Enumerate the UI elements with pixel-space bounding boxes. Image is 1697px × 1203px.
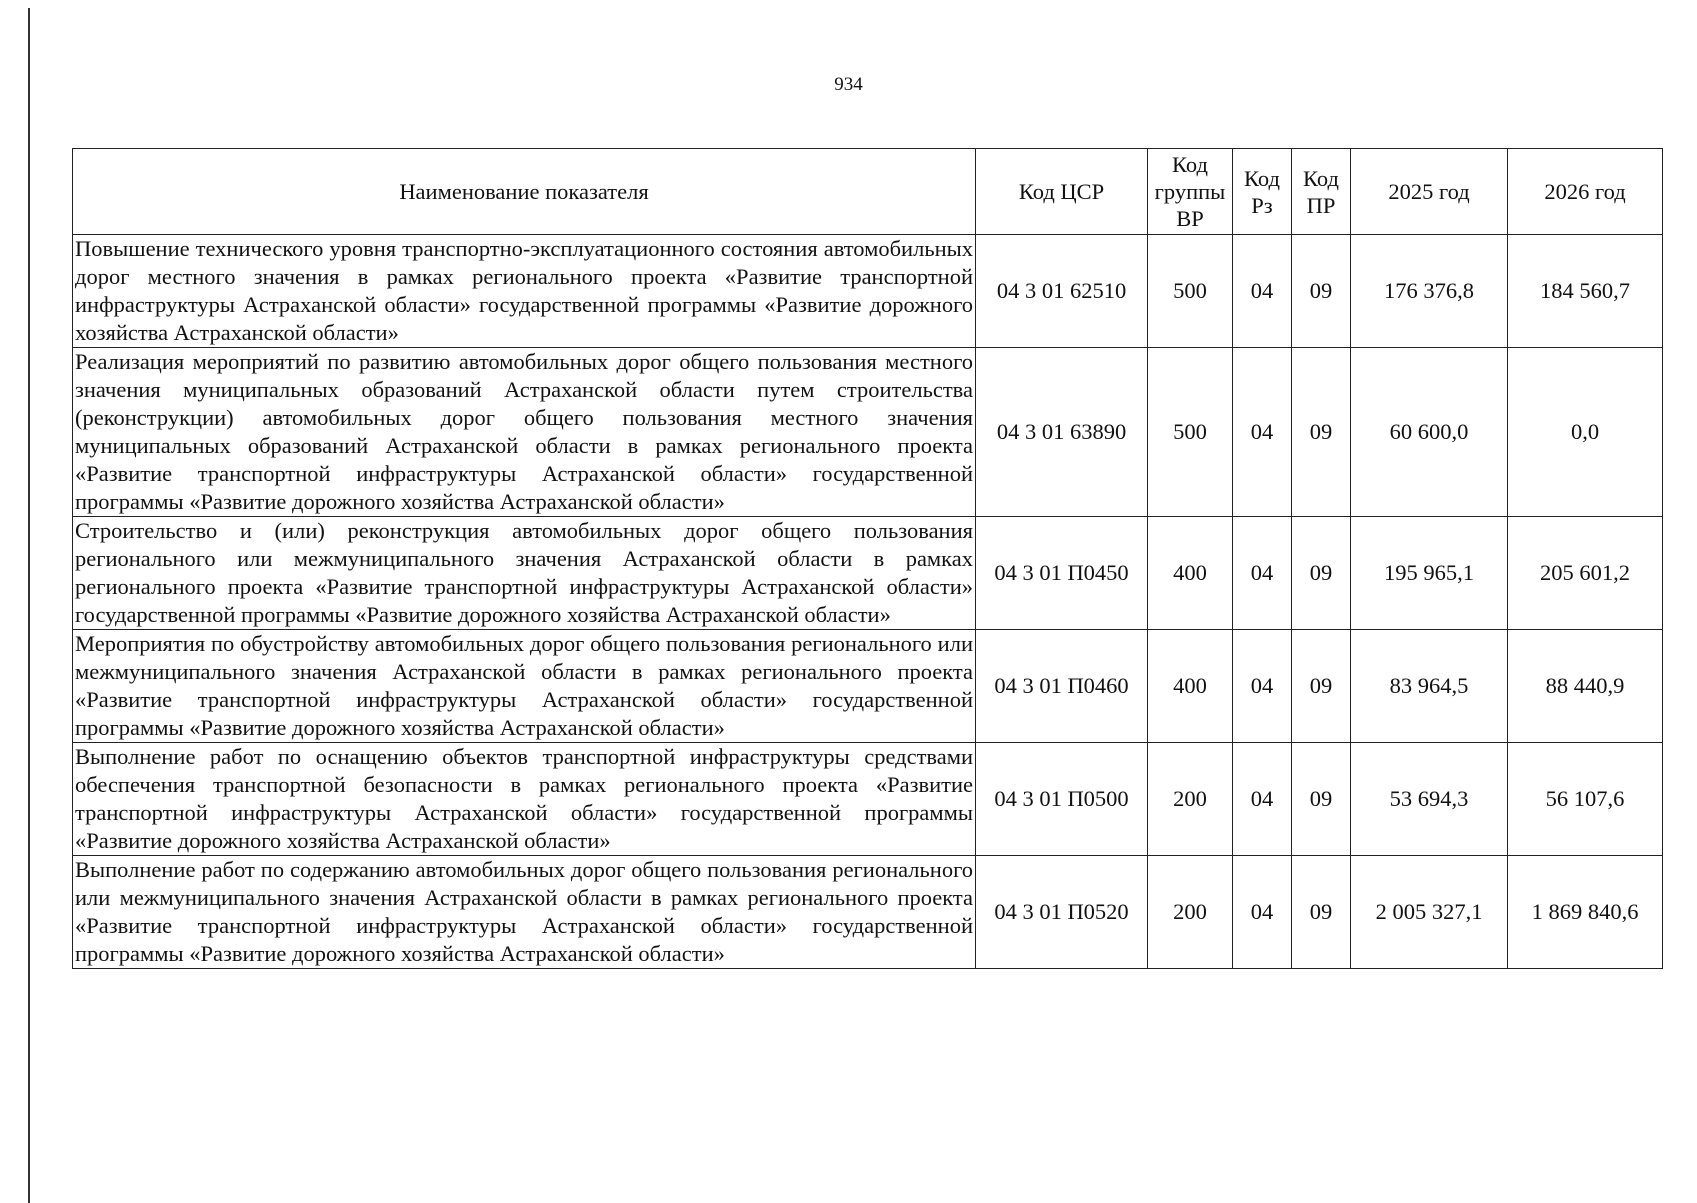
row-name: Выполнение работ по оснащению объектов транспортной инфраструктуры средствами обеспечения транспортной безопасности в рамках регионального проекта «Развитие транспортной инфраструктуры Астраханской области» государственной программы «Развитие дорожного хозяйства Астраханской области» [73,743,976,856]
row-2025: 83 964,5 [1351,630,1508,743]
row-csr: 04 3 01 П0450 [976,517,1148,630]
row-2025: 176 376,8 [1351,235,1508,348]
row-2025: 195 965,1 [1351,517,1508,630]
row-vr: 200 [1148,743,1233,856]
table-row [73,743,1663,856]
table-row [73,856,1663,969]
row-2025: 53 694,3 [1351,743,1508,856]
table-row [73,630,1663,743]
header-name: Наименование показателя [73,149,976,235]
row-name: Реализация мероприятий по развитию автомобильных дорог общего пользования местного значения муниципальных образований Астраханской области путем строительства (реконструкции) автомобильных дорог общего пользования местного значения муниципальных образований Астраханской области в рамках регионального проекта «Развитие транспортной инфраструктуры Астраханской области» государственной программы «Развитие дорожного хозяйства Астраханской области» [73,348,976,517]
row-rz: 04 [1233,348,1292,517]
row-2025: 2 005 327,1 [1351,856,1508,969]
row-rz: 04 [1233,517,1292,630]
table-row [73,517,1663,630]
header-rz: Код Рз [1233,149,1292,235]
left-margin-line [28,8,30,1203]
row-2026: 0,0 [1508,348,1663,517]
row-2026: 1 869 840,6 [1508,856,1663,969]
row-name: Повышение технического уровня транспортно-эксплуатационного состояния автомобильных дорог местного значения в рамках регионального проекта «Развитие транспортной инфраструктуры Астраханской области» государственной программы «Развитие дорожного хозяйства Астраханской области» [73,235,976,348]
row-vr: 500 [1148,348,1233,517]
table-header-row [73,149,1663,235]
row-rz: 04 [1233,630,1292,743]
row-pr: 09 [1292,856,1351,969]
row-pr: 09 [1292,348,1351,517]
row-2025: 60 600,0 [1351,348,1508,517]
row-pr: 09 [1292,630,1351,743]
header-vr: Код группы ВР [1148,149,1233,235]
row-pr: 09 [1292,517,1351,630]
row-csr: 04 3 01 63890 [976,348,1148,517]
table-row [73,348,1663,517]
row-2026: 56 107,6 [1508,743,1663,856]
row-name: Строительство и (или) реконструкция автомобильных дорог общего пользования регионального или межмуниципального значения Астраханской области в рамках регионального проекта «Развитие транспортной инфраструктуры Астраханской области» государственной программы «Развитие дорожного хозяйства Астраханской области» [73,517,976,630]
row-rz: 04 [1233,235,1292,348]
row-2026: 205 601,2 [1508,517,1663,630]
row-csr: 04 3 01 П0520 [976,856,1148,969]
row-2026: 88 440,9 [1508,630,1663,743]
header-pr: Код ПР [1292,149,1351,235]
row-vr: 500 [1148,235,1233,348]
header-2026: 2026 год [1508,149,1663,235]
row-name: Выполнение работ по содержанию автомобильных дорог общего пользования регионального или межмуниципального значения Астраханской области в рамках регионального проекта «Развитие транспортной инфраструктуры Астраханской области» государственной программы «Развитие дорожного хозяйства Астраханской области» [73,856,976,969]
row-csr: 04 3 01 П0460 [976,630,1148,743]
budget-table [72,148,1663,969]
row-vr: 400 [1148,517,1233,630]
header-2025: 2025 год [1351,149,1508,235]
row-pr: 09 [1292,743,1351,856]
header-csr: Код ЦСР [976,149,1148,235]
row-2026: 184 560,7 [1508,235,1663,348]
row-vr: 400 [1148,630,1233,743]
row-csr: 04 3 01 П0500 [976,743,1148,856]
page-number: 934 [834,74,863,95]
row-vr: 200 [1148,856,1233,969]
row-pr: 09 [1292,235,1351,348]
row-csr: 04 3 01 62510 [976,235,1148,348]
row-rz: 04 [1233,856,1292,969]
table-row [73,235,1663,348]
row-rz: 04 [1233,743,1292,856]
row-name: Мероприятия по обустройству автомобильных дорог общего пользования регионального или межмуниципального значения Астраханской области в рамках регионального проекта «Развитие транспортной инфраструктуры Астраханской области» государственной программы «Развитие дорожного хозяйства Астраханской области» [73,630,976,743]
